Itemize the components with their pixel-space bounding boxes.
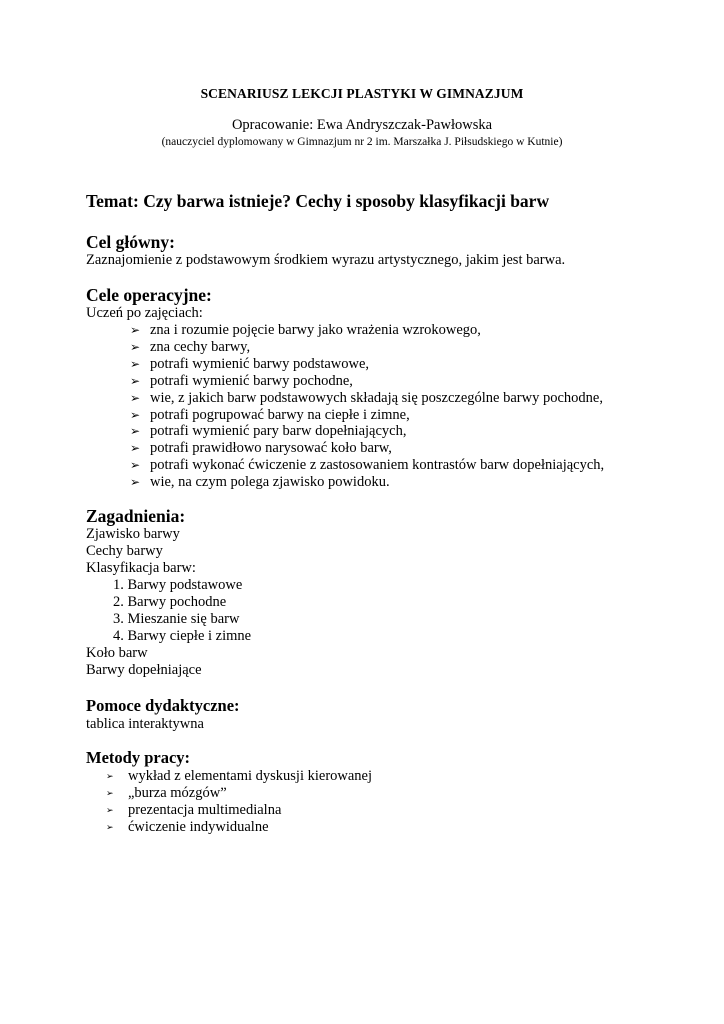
arrow-bullet-icon: ➢	[130, 424, 141, 439]
list-item	[130, 339, 706, 356]
list-item	[130, 457, 706, 474]
arrow-bullet-icon: ➢	[106, 787, 114, 798]
aids-heading: Pomoce dydaktyczne:	[86, 696, 240, 715]
main-goal-section	[86, 232, 706, 269]
classification-list	[86, 577, 706, 645]
arrow-bullet-icon: ➢	[130, 407, 141, 422]
list-item	[130, 390, 706, 407]
list-item	[106, 785, 706, 802]
issues-heading: Zagadnienia:	[86, 506, 186, 526]
list-item-text: wykład z elementami dyskusji kierowanej	[128, 768, 373, 784]
list-item	[106, 819, 706, 836]
issues-line: Barwy dopełniające	[86, 661, 202, 678]
operational-goals-intro: Uczeń po zajęciach:	[86, 305, 203, 321]
operational-goals-section	[86, 285, 706, 491]
arrow-bullet-icon: ➢	[106, 821, 114, 832]
arrow-bullet-icon: ➢	[130, 323, 141, 337]
list-item	[130, 423, 706, 440]
list-item-text: wie, z jakich barw podstawowych składają się poszczególne barwy pochodne,	[150, 389, 603, 406]
list-item-text: potrafi wymienić pary barw dopełniających,	[150, 423, 407, 440]
issues-line: Zjawisko barwy	[86, 526, 180, 542]
list-item	[106, 768, 706, 785]
methods-heading: Metody pracy:	[86, 748, 191, 767]
list-item-text: „burza mózgów”	[128, 784, 227, 801]
list-item-text: potrafi wykonać ćwiczenie z zastosowaniem kontrastów barw dopełniających,	[150, 457, 605, 474]
author-note: (nauczyciel dyplomowany w Gimnazjum nr 2 im. Marszałka J. Piłsudskiego w Kutnie)	[161, 136, 563, 148]
methods-list	[86, 768, 706, 836]
author-line: Opracowanie: Ewa Andryszczak-Pawłowska	[231, 117, 493, 133]
issues-line: Koło barw	[86, 644, 148, 661]
issues-line: Cechy barwy	[86, 543, 163, 559]
list-item-text: potrafi prawidłowo narysować koło barw,	[150, 440, 392, 457]
list-item: 2. Barwy pochodne	[113, 593, 227, 610]
list-item	[130, 373, 706, 390]
arrow-bullet-icon: ➢	[130, 373, 141, 388]
arrow-bullet-icon: ➢	[106, 771, 114, 781]
lesson-topic: Temat: Czy barwa istnieje? Cechy i sposoby klasyfikacji barw	[86, 191, 550, 211]
list-item	[130, 440, 706, 457]
aids-text: tablica interaktywna	[86, 716, 204, 732]
arrow-bullet-icon: ➢	[130, 441, 141, 456]
arrow-bullet-icon: ➢	[130, 339, 141, 354]
aids-section	[86, 696, 706, 733]
document-title: SCENARIUSZ LEKCJI PLASTYKI W GIMNAZJUM	[200, 86, 524, 101]
list-item: 1. Barwy podstawowe	[113, 577, 243, 593]
list-item-text: zna cechy barwy,	[150, 338, 251, 355]
list-item-text: ćwiczenie indywidualne	[128, 818, 269, 835]
arrow-bullet-icon: ➢	[106, 804, 114, 815]
operational-goals-heading: Cele operacyjne:	[86, 285, 212, 305]
issues-line: Klasyfikacja barw:	[86, 560, 196, 576]
list-item	[130, 322, 706, 339]
list-item-text: wie, na czym polega zjawisko powidoku.	[150, 474, 390, 491]
arrow-bullet-icon: ➢	[130, 475, 141, 490]
methods-section	[86, 748, 706, 836]
list-item-text: potrafi wymienić barwy podstawowe,	[150, 355, 370, 372]
arrow-bullet-icon: ➢	[130, 458, 141, 473]
list-item: 4. Barwy ciepłe i zimne	[113, 627, 252, 644]
operational-goals-list	[86, 322, 706, 491]
arrow-bullet-icon: ➢	[130, 390, 141, 405]
list-item	[106, 802, 706, 819]
list-item-text: zna i rozumie pojęcie barwy jako wrażenia wzrokowego,	[150, 322, 481, 338]
list-item-text: potrafi wymienić barwy pochodne,	[150, 372, 353, 389]
main-goal-heading: Cel główny:	[86, 232, 175, 252]
list-item	[130, 407, 706, 424]
list-item-text: prezentacja multimedialna	[128, 801, 282, 818]
issues-section	[86, 506, 706, 679]
main-goal-text: Zaznajomienie z podstawowym środkiem wyrazu artystycznego, jakim jest barwa.	[86, 252, 566, 268]
arrow-bullet-icon: ➢	[130, 356, 141, 371]
list-item-text: potrafi pogrupować barwy na ciepłe i zimne,	[150, 406, 410, 423]
list-item: 3. Mieszanie się barw	[113, 610, 240, 627]
list-item	[130, 356, 706, 373]
list-item	[130, 474, 706, 491]
